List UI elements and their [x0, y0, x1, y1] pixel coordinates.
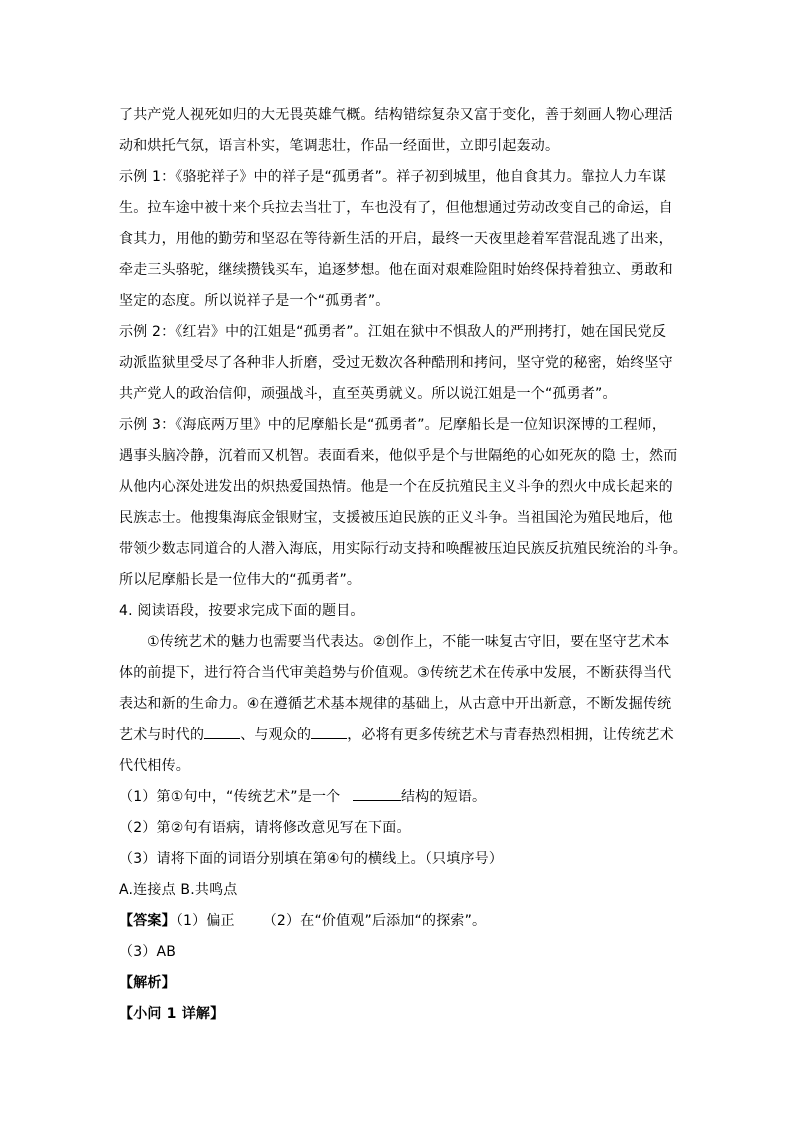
document-page	[119, 100, 687, 1030]
example-2-line: 示例 2：《红岩》中的江姐是“孤勇者”。江姐在狱中不惧敌人的严刑拷打，她在国民党反	[119, 324, 667, 340]
passage-text: 艺术与时代的	[119, 727, 205, 743]
passage-text: ，必将有更多传统艺术与青春热烈相拥，让传统艺术	[347, 727, 674, 743]
answer-options: A.连接点 B.共鸣点	[119, 882, 238, 898]
text-line: 动派监狱里受尽了各种非人折磨，受过无数次各种酷刑和拷问，坚守党的秘密，始终坚守	[119, 355, 673, 371]
text-line: 遇事头脑冷静，沉着而又机智。表面看来，他似乎是个与世隔绝的心如死灰的隐 士，然而	[119, 448, 678, 464]
text-line: 牵走三头骆驼，继续攒钱买车，追逐梦想。他在面对艰难险阻时始终保持着独立、勇敢和	[119, 262, 673, 278]
passage-line: 表达和新的生命力。④在遵循艺术基本规律的基础上，从古意中开出新意，不断发掘传统	[119, 696, 672, 712]
text-line: 所以尼摩船长是一位伟大的“孤勇者”。	[119, 572, 362, 588]
text-line: 共产党人的政治信仰，顽强战斗，直至英勇就义。所以说江姐是一个“孤勇者”。	[119, 386, 617, 402]
text-line: 坚定的态度。所以说祥子是一个“孤勇者”。	[119, 293, 390, 309]
answer-line	[119, 906, 679, 937]
passage-line: 代代相传。	[119, 758, 190, 774]
question-4-heading: 4. 阅读语段，按要求完成下面的题目。	[119, 603, 365, 619]
text-line: 带领少数志同道合的人潜入海底，用实际行动支持和唤醒被压迫民族反抗殖民统治的斗争。	[119, 541, 687, 557]
text-line: 动和烘托气氛，语言朴实，笔调悲壮，作品一经面世，立即引起轰动。	[119, 138, 560, 154]
passage-line-with-blanks	[119, 720, 679, 751]
analysis-label: 【解析】	[119, 975, 176, 991]
passage-line: ①传统艺术的魅力也需要当代表达。②创作上，不能一味复古守旧，要在坚守艺术本	[147, 634, 670, 650]
text-line: 了共产党人视死如归的大无畏英雄气概。结构错综复杂又富于变化，善于刻画人物心理活	[119, 107, 673, 123]
question-text: 结构的短语。	[401, 789, 487, 805]
analysis-sub-1: 【小问 1 详解】	[119, 1006, 225, 1022]
fill-blank-2	[311, 724, 347, 739]
fill-blank-1	[204, 724, 240, 739]
passage-line: 体的前提下，进行符合当代审美趋势与价值观。③传统艺术在传承中发展，不断获得当代	[119, 665, 672, 681]
question-1	[119, 782, 679, 813]
answer-label: 【答案】	[119, 913, 176, 929]
passage-text: 、与观众的	[240, 727, 312, 743]
question-2: （2）第②句有语病，请将修改意见写在下面。	[119, 820, 411, 836]
example-3-line: 示例 3：《海底两万里》中的尼摩船长是“孤勇者”。尼摩船长是一位知识深博的工程师，	[119, 417, 667, 433]
text-line: 生。拉车途中被十来个兵拉去当壮丁，车也没有了，但他想通过劳动改变自己的命运，自	[119, 200, 673, 216]
answer-part-2: （2）在“价值观”后添加“的探索”。	[262, 913, 487, 929]
answer-part-3: （3）AB	[119, 944, 177, 960]
text-line: 从他内心深处进发出的炽热爱国热情。他是一个在反抗殖民主义斗争的烈火中成长起来的	[119, 479, 673, 495]
example-1-line: 示例 1：《骆驼祥子》中的祥子是“孤勇者”。祥子初到城里，他自食其力。靠拉人力车谋	[119, 169, 667, 185]
fill-blank-q1	[353, 786, 401, 801]
text-line: 食其力，用他的勤劳和坚忍在等待新生活的开启，最终一天夜里趁着军营混乱逃了出来，	[119, 231, 673, 247]
answer-part-1: （1）偏正	[175, 913, 235, 929]
question-text: （1）第①句中，“传统艺术”是一个	[119, 789, 346, 805]
question-3: （3）请将下面的词语分别填在第④句的横线上。（只填序号）	[119, 851, 504, 867]
text-line: 民族志士。他搜集海底金银财宝，支援被压迫民族的正义斗争。当祖国沦为殖民地后，他	[119, 510, 673, 526]
